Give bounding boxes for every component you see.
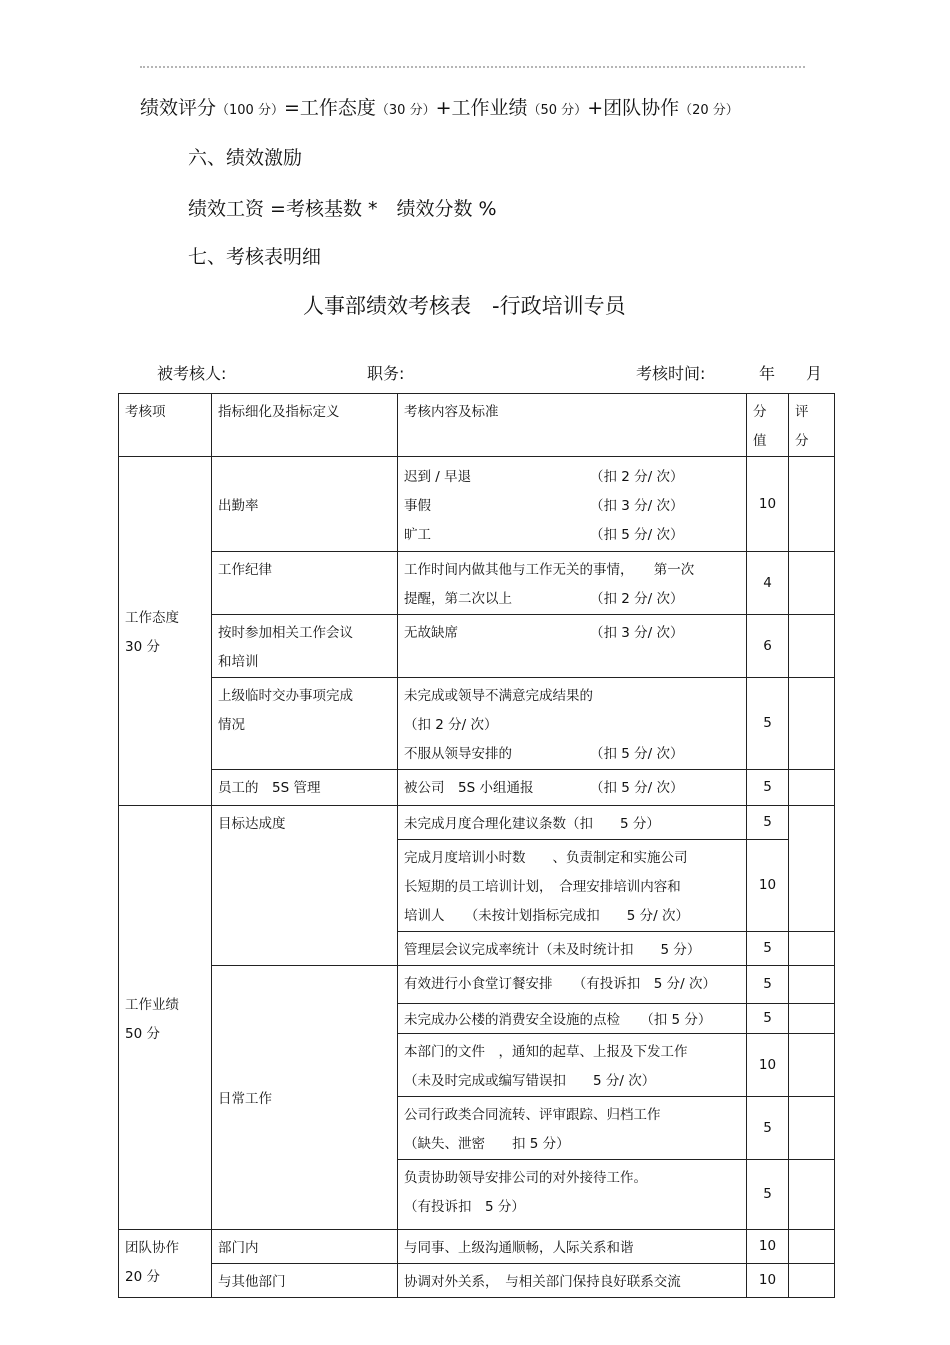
value-daily-5: 5: [747, 1160, 789, 1230]
table-title: 人事部绩效考核表 -行政培训专员: [303, 294, 626, 318]
score-formula: [140, 93, 739, 120]
value-daily-3: 10: [747, 1034, 789, 1097]
five-s-line: [404, 774, 740, 803]
header-value-text: 分 值: [753, 404, 767, 449]
content-target-3: 管理层会议完成率统计（未及时统计扣 5 分）: [398, 932, 747, 966]
group-performance: 工作业绩 50 分: [119, 806, 212, 1230]
content-target-1: 未完成月度合理化建议条数（扣 5 分）: [398, 806, 747, 840]
value-meetings: 6: [747, 615, 789, 678]
month-label: 月: [806, 364, 823, 383]
indicator-team-external: 与其他部门: [212, 1264, 398, 1298]
header-value: [747, 394, 789, 457]
attendance-line-leave: [404, 492, 740, 521]
position-label: 职务:: [367, 364, 405, 383]
meetings-text: 无故缺席: [404, 625, 458, 641]
content-temp-tasks: [398, 678, 747, 770]
header-dotted-rule: [140, 66, 805, 68]
content-daily-2: 未完成办公楼的消费安全设施的点检 （扣 5 分）: [398, 1004, 747, 1034]
header-content: 考核内容及标准: [398, 394, 747, 457]
group-team: 团队协作 20 分: [119, 1230, 212, 1298]
attendance-line-absent: [404, 521, 740, 550]
formula-performance-points: （50 分）: [527, 103, 588, 118]
content-target-2: 完成月度培训小时数 、负责制定和实施公司 长短期的员工培训计划， 合理安排培训内容和 培训人 （未按计划指标完成扣 5 分/ 次）: [398, 840, 747, 932]
assessment-table: [118, 393, 835, 1298]
indicator-meetings: 按时参加相关工作会议 和培训: [212, 615, 398, 678]
value-target-3: 5: [747, 932, 789, 966]
section-7-heading: 七、考核表明细: [188, 246, 322, 268]
value-attendance: 10: [747, 457, 789, 552]
value-team-internal: 10: [747, 1230, 789, 1264]
table-row: [119, 678, 835, 770]
five-s-deduct: （扣 5 分/ 次）: [590, 780, 684, 796]
header-indicator: 指标细化及指标定义: [212, 394, 398, 457]
evaluated-person-label: 被考核人:: [157, 364, 227, 383]
header-rating-text: 评 分: [795, 404, 809, 449]
indicator-team-internal: 部门内: [212, 1230, 398, 1264]
content-daily-1: 有效进行小食堂订餐安排 （有投诉扣 5 分/ 次）: [398, 966, 747, 1004]
indicator-target: 目标达成度: [212, 806, 398, 966]
value-daily-1: 5: [747, 966, 789, 1004]
formula-performance: +工作业绩: [435, 97, 528, 119]
rating-cell[interactable]: [789, 1160, 835, 1230]
value-target-2: 10: [747, 840, 789, 932]
formula-score: 绩效评分: [140, 97, 217, 119]
discipline-line1: 工作时间内做其他与工作无关的事情， 第一次: [404, 562, 695, 578]
rating-cell[interactable]: [789, 457, 835, 552]
temp-tasks-line1: 未完成或领导不满意完成结果的: [404, 688, 593, 704]
formula-score-points: （100 分）: [216, 103, 284, 118]
content-5s: [398, 770, 747, 806]
table-row: [119, 615, 835, 678]
content-discipline: [398, 552, 747, 615]
header-rating: [789, 394, 835, 457]
content-attendance: [398, 457, 747, 552]
rating-cell[interactable]: [789, 966, 835, 1004]
content-team-internal: 与同事、上级沟通顺畅，人际关系和谐: [398, 1230, 747, 1264]
temp-tasks-line3: 不服从领导安排的: [404, 746, 512, 762]
content-daily-4: 公司行政类合同流转、评审跟踪、归档工作 （缺失、泄密 扣 5 分）: [398, 1097, 747, 1160]
attendance-late-deduct: （扣 2 分/ 次）: [590, 468, 684, 485]
group-attitude: 工作态度 30 分: [119, 457, 212, 806]
rating-cell[interactable]: [789, 770, 835, 806]
table-row: [119, 457, 835, 552]
formula-team: +团队协作: [587, 97, 680, 119]
indicator-daily: 日常工作: [212, 966, 398, 1230]
rating-cell[interactable]: [789, 1097, 835, 1160]
year-label: 年: [759, 364, 776, 383]
content-team-external: 协调对外关系， 与相关部门保持良好联系交流: [398, 1264, 747, 1298]
table-row: [119, 966, 835, 1004]
table-row: [119, 552, 835, 615]
indicator-temp-tasks: 上级临时交办事项完成 情况: [212, 678, 398, 770]
value-discipline: 4: [747, 552, 789, 615]
temp-tasks-line3-row: [404, 740, 740, 769]
rating-cell[interactable]: [789, 1004, 835, 1034]
temp-tasks-deduct: （扣 5 分/ 次）: [590, 746, 684, 762]
discipline-deduct: （扣 2 分/ 次）: [590, 591, 684, 607]
formula-team-points: （20 分）: [679, 103, 739, 118]
assessment-time-label: 考核时间:: [636, 364, 706, 383]
indicator-5s: 员工的 5S 管理: [212, 770, 398, 806]
value-team-external: 10: [747, 1264, 789, 1298]
value-temp-tasks: 5: [747, 678, 789, 770]
temp-tasks-line2: （扣 2 分/ 次）: [404, 717, 498, 733]
attendance-late-text: 迟到 / 早退: [404, 468, 472, 485]
formula-attitude-points: （30 分）: [375, 103, 436, 118]
formula-attitude: =工作态度: [283, 97, 376, 119]
table-row: [119, 806, 835, 840]
rating-cell[interactable]: [789, 615, 835, 678]
content-meetings: [398, 615, 747, 678]
rating-cell[interactable]: [789, 932, 835, 966]
indicator-attendance: 出勤率: [212, 457, 398, 552]
attendance-leave-deduct: （扣 3 分/ 次）: [590, 497, 684, 514]
five-s-text: 被公司 5S 小组通报: [404, 780, 534, 796]
value-target-1: 5: [747, 806, 789, 840]
discipline-line2-row: [404, 585, 740, 614]
attendance-line-late: [404, 463, 740, 492]
rating-cell[interactable]: [789, 1264, 835, 1298]
meetings-deduct: （扣 3 分/ 次）: [590, 625, 684, 641]
meetings-line: [404, 619, 740, 648]
section-6-heading: 六、绩效激励: [188, 147, 303, 169]
content-daily-3: 本部门的文件 ，通知的起草、上报及下发工作 （未及时完成或编写错误扣 5 分/ 次）: [398, 1034, 747, 1097]
rating-cell[interactable]: [789, 678, 835, 770]
value-5s: 5: [747, 770, 789, 806]
attendance-absent-text: 旷工: [404, 526, 431, 543]
rating-cell[interactable]: [789, 806, 835, 932]
table-row: [119, 770, 835, 806]
rating-cell[interactable]: [789, 552, 835, 615]
rating-cell[interactable]: [789, 1034, 835, 1097]
header-item: 考核项: [119, 394, 212, 457]
table-header-row: [119, 394, 835, 457]
attendance-leave-text: 事假: [404, 497, 431, 514]
discipline-line2: 提醒，第二次以上: [404, 591, 512, 607]
attendance-absent-deduct: （扣 5 分/ 次）: [590, 526, 684, 543]
content-daily-5: 负责协助领导安排公司的对外接待工作。 （有投诉扣 5 分）: [398, 1160, 747, 1230]
rating-cell[interactable]: [789, 1230, 835, 1264]
table-row: [119, 1230, 835, 1264]
value-daily-4: 5: [747, 1097, 789, 1160]
table-row: [119, 1264, 835, 1298]
value-daily-2: 5: [747, 1004, 789, 1034]
indicator-discipline: 工作纪律: [212, 552, 398, 615]
incentive-formula: 绩效工资 =考核基数 * 绩效分数 %: [188, 198, 497, 220]
